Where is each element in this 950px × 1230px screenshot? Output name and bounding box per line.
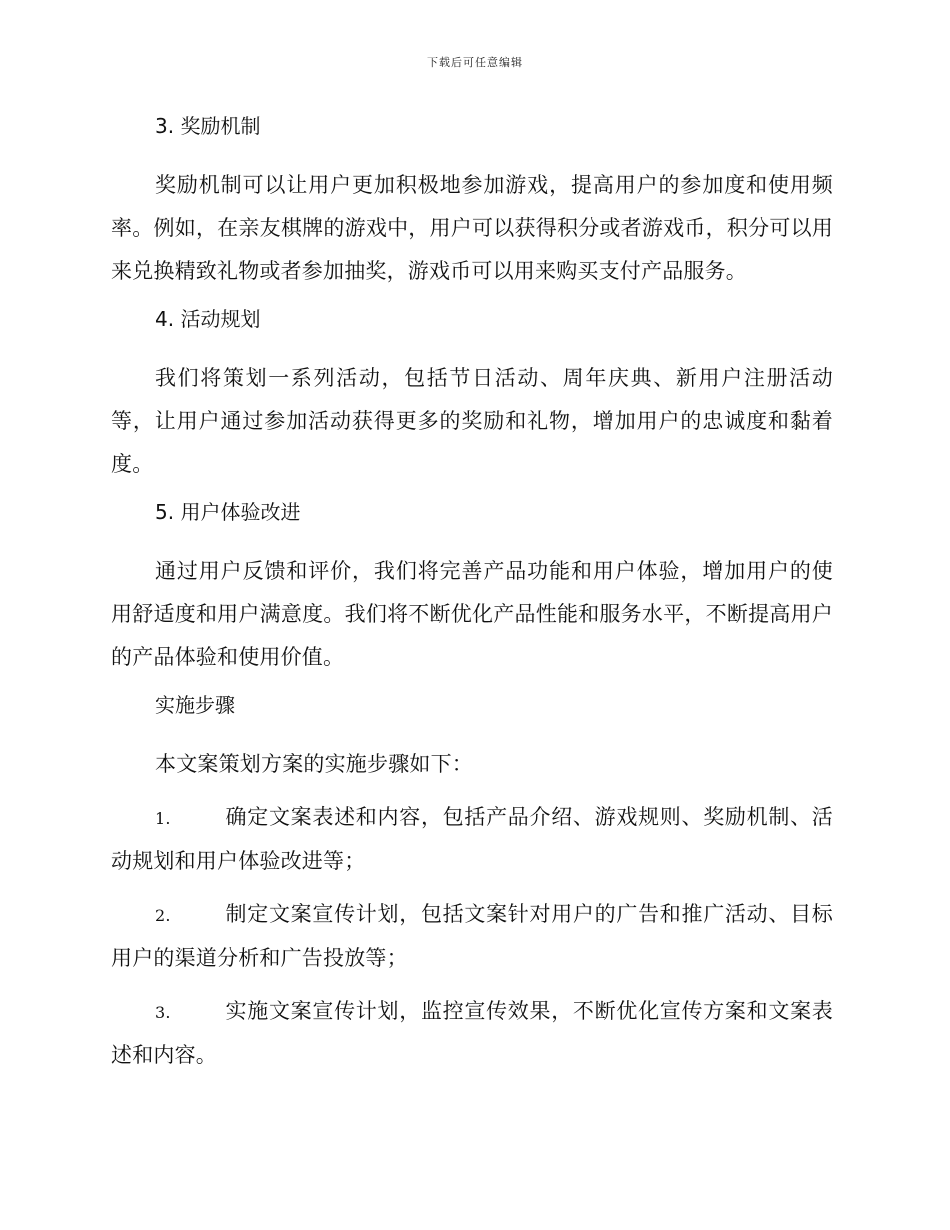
section-paragraph-rewards: 奖励机制可以让用户更加积极地参加游戏，提高用户的参加度和使用频率。例如，在亲友棋牌的游戏中，用户可以获得积分或者游戏币，积分可以用来兑换精致礼物或者参加抽奖，游戏币可以用来购买支付产品服务。 <box>111 173 833 283</box>
list-item <box>111 893 833 980</box>
list-item-number: 1. <box>155 809 171 828</box>
list-item <box>111 990 833 1077</box>
section-heading-rewards: 3. 奖励机制 <box>155 114 261 138</box>
list-item-number: 3. <box>155 1003 171 1022</box>
section-paragraph-implementation: 本文案策划方案的实施步骤如下： <box>155 752 473 776</box>
section-heading-implementation: 实施步骤 <box>155 693 235 717</box>
section-paragraph-ux: 通过用户反馈和评价，我们将完善产品功能和用户体验，增加用户的使用舒适度和用户满意度。我们将不断优化产品性能和服务水平，不断提高用户的产品体验和使用价值。 <box>111 559 833 669</box>
list-item <box>111 796 833 883</box>
section-paragraph-activities: 我们将策划一系列活动，包括节日活动、周年庆典、新用户注册活动等，让用户通过参加活动获得更多的奖励和礼物，增加用户的忠诚度和黏着度。 <box>111 366 833 476</box>
list-item-text: 实施文案宣传计划，监控宣传效果，不断优化宣传方案和文案表述和内容。 <box>111 999 833 1067</box>
list-item-text: 确定文案表述和内容，包括产品介绍、游戏规则、奖励机制、活动规划和用户体验改进等； <box>111 805 833 873</box>
document-body <box>111 110 833 1087</box>
section-heading-activities: 4. 活动规划 <box>155 307 261 331</box>
list-item-text: 制定文案宣传计划，包括文案针对用户的广告和推广活动、目标用户的渠道分析和广告投放等； <box>111 902 833 970</box>
list-item-number: 2. <box>155 906 171 925</box>
page-header: 下载后可任意编辑 <box>427 56 523 69</box>
section-heading-ux: 5. 用户体验改进 <box>155 500 301 524</box>
